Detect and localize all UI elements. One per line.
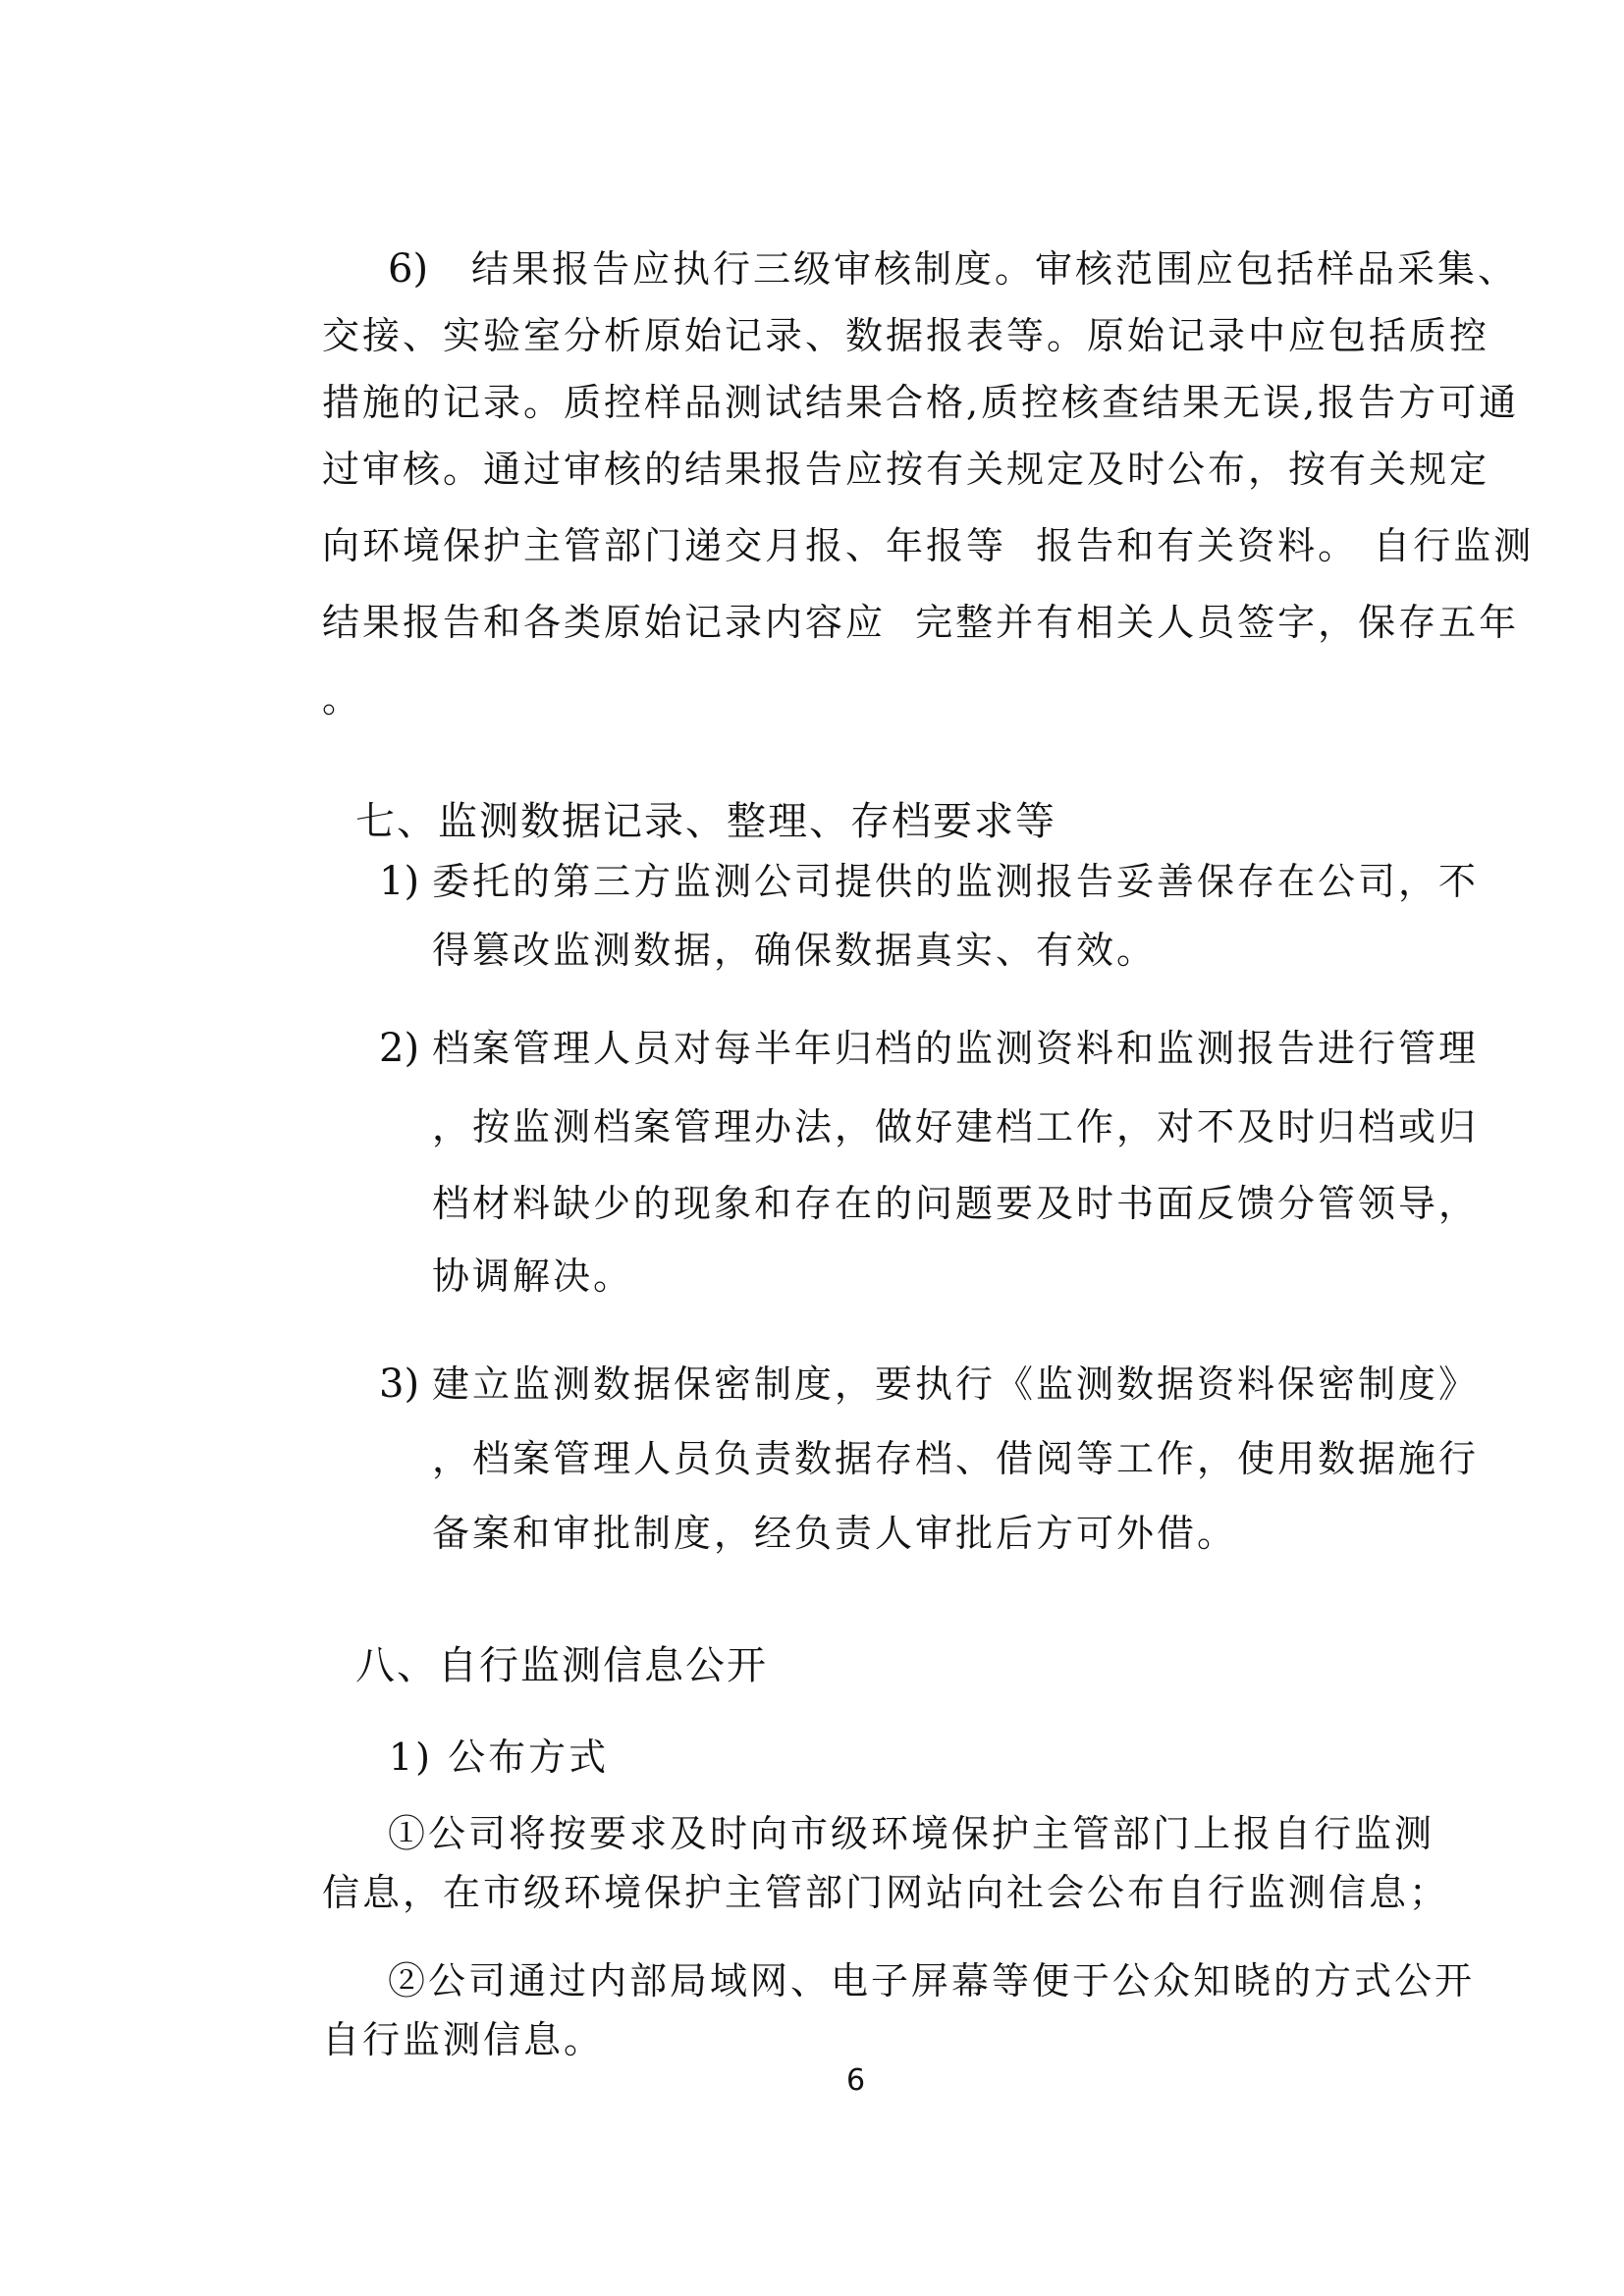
- item-7-1-line: 得篡改监测数据，确保数据真实、有效。: [432, 929, 1158, 972]
- item-7-2-number: 2): [379, 1026, 420, 1071]
- section-8-paragraph-1-line: 信息，在市级环境保护主管部门网站向社会公布自行监测信息；: [322, 1871, 1450, 1914]
- item-6-line: 。: [322, 677, 363, 721]
- item-7-3-line: 备案和审批制度，经负责人审批后方可外借。: [432, 1512, 1238, 1555]
- item-7-2-line: 档案管理人员对每半年归档的监测资料和监测报告进行管理: [432, 1027, 1480, 1070]
- item-6-line: 措施的记录。质控样品测试结果合格,质控核查结果无误,报告方可通: [322, 381, 1520, 424]
- item-7-3-line: 建立监测数据保密制度，要执行《监测数据资料保密制度》: [432, 1362, 1480, 1406]
- item-7-2-line: ，按监测档案管理办法，做好建档工作，对不及时归档或归: [432, 1105, 1480, 1148]
- section-8-paragraph-2-line: ②公司通过内部局域网、电子屏幕等便于公众知晓的方式公开: [388, 1959, 1476, 2002]
- item-7-2-line: 档材料缺少的现象和存在的问题要及时书面反馈分管领导，: [432, 1182, 1480, 1225]
- section-8-paragraph-1-line: ①公司将按要求及时向市级环境保护主管部门上报自行监测: [388, 1812, 1435, 1855]
- item-6-line: 交接、实验室分析原始记录、数据报表等。原始记录中应包括质控: [322, 314, 1490, 357]
- item-6-line: 向环境保护主管部门递交月报、年报等 报告和有关资料。 自行监测: [322, 524, 1535, 567]
- section-8-heading: 八、自行监测信息公开: [355, 1643, 768, 1688]
- section-7-heading: 七、监测数据记录、整理、存档要求等: [355, 799, 1056, 844]
- item-7-2-line: 协调解决。: [432, 1255, 634, 1298]
- item-7-3-number: 3): [379, 1362, 420, 1407]
- item-6-number: 6): [388, 246, 429, 292]
- section-8-paragraph-2-line: 自行监测信息。: [322, 2018, 605, 2061]
- item-7-1-number: 1): [379, 859, 420, 904]
- item-7-1-line: 委托的第三方监测公司提供的监测报告妥善保存在公司，不: [432, 860, 1480, 903]
- page-number: 6: [846, 2063, 866, 2098]
- item-6-line: 结果报告应执行三级审核制度。审核范围应包括样品采集、: [471, 247, 1519, 291]
- item-6-line: 过审核。通过审核的结果报告应按有关规定及时公布，按有关规定: [322, 448, 1490, 491]
- section-8-subheading: 1) 公布方式: [389, 1735, 610, 1779]
- item-6-line: 结果报告和各类原始记录内容应 完整并有相关人员签字，保存五年: [322, 601, 1520, 644]
- item-7-3-line: ，档案管理人员负责数据存档、借阅等工作，使用数据施行: [432, 1437, 1480, 1480]
